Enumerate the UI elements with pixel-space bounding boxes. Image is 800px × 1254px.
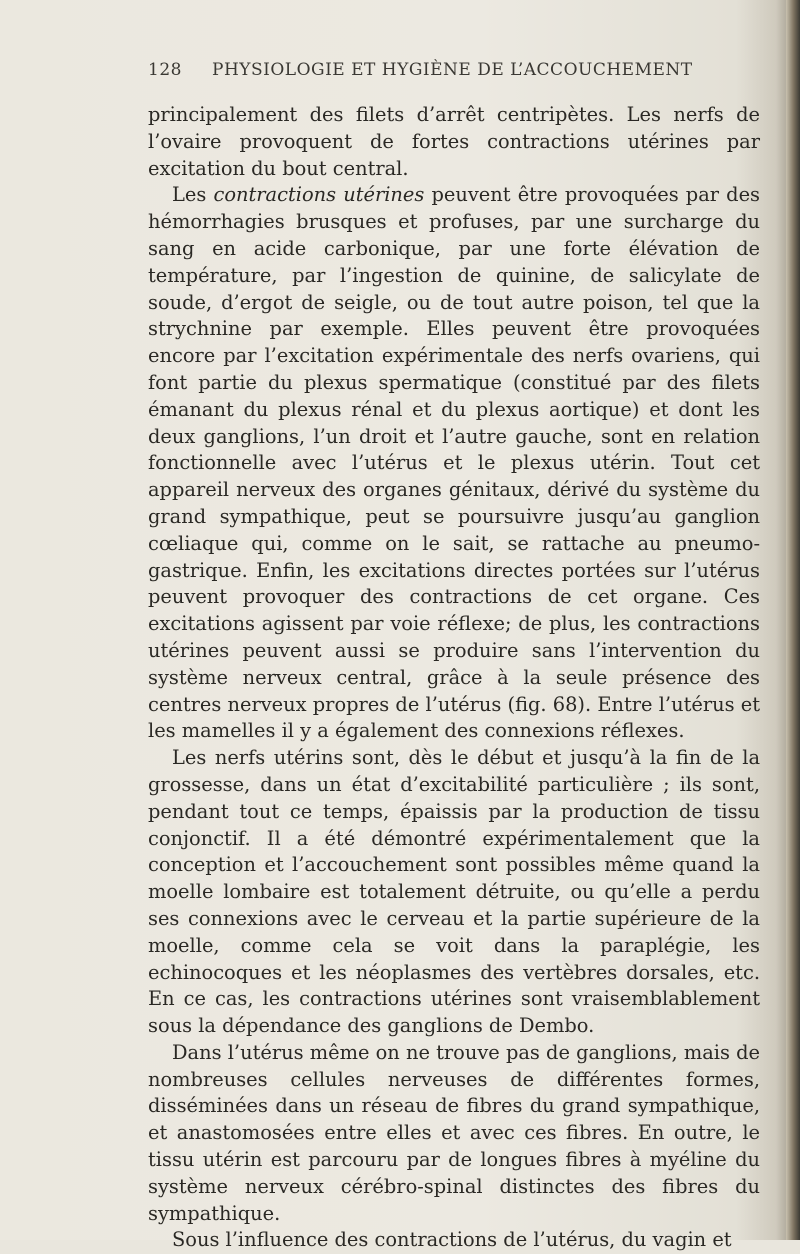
page-number: 128 xyxy=(148,60,182,80)
paragraph-nerve-cells: Dans l’utérus même on ne trouve pas de ganglions, mais de nombreuses cellules nerveuses de différentes formes, disséminées dans un réseau de fibres du grand sympathique, et anastomosées entre elles et avec ces fibres. En outre, le tissu utérin est parcouru par de longues fibres à myéline du système nerveux cérébro-spinal distinctes des fibres du sympathique. xyxy=(148,1040,760,1225)
running-title: PHYSIOLOGIE ET HYGIÈNE DE L’ACCOUCHEMENT xyxy=(212,60,693,80)
body-text xyxy=(148,102,760,1254)
paragraph-continuation: principalement des filets d’arrêt centripètes. Les nerfs de l’ovaire provoquent de fortes contractions utérines par excitation du bout central. xyxy=(148,103,760,180)
book-spine-edge xyxy=(786,0,800,1240)
paragraph-body: peuvent être provoquées par des hémorrhagies brusques et profuses, par une surcharge du sang en acide carbonique, par une forte élévation de température, par l’ingestion de quinine, de salicylate de soude, d’ergot de seigle, ou de tout autre poison, tel que la strychnine par exemple. Elles peuvent être provoquées encore par l’excitation expérimentale des nerfs ovariens, qui font partie du plexus spermatique (constitué par des filets émanant du plexus rénal et du plexus aortique) et dont les deux ganglions, l’un droit et l’autre gauche, sont en relation fonctionnelle avec l’utérus et le plexus utérin. Tout cet appareil nerveux des organes génitaux, dérivé du système du grand sympathique, peut se poursuivre jusqu’au ganglion cœliaque qui, comme on le sait, se rattache au pneumo-gastrique. Enfin, les excitations directes portées sur l’utérus peuvent provoquer des contractions de cet organe. Ces excitations agissent par voie réflexe; de plus, les contractions utérines peuvent aussi se produire sans l’intervention du système nerveux central, grâce à la seule présence des centres nerveux propres de l’utérus (fig. 68). Entre l’utérus et les mamelles il y a également des connexions réflexes. xyxy=(148,183,760,743)
emphasis-term: contractions utérines xyxy=(213,183,425,207)
paragraph-uterine-nerves: Les nerfs utérins sont, dès le début et jusqu’à la fin de la grossesse, dans un état d’excitabilité particulière ; ils sont, pendant tout ce temps, épaissis par la production de tissu conjonctif. Il a été démontré expérimentalement que la conception et l’accouchement sont possibles même quand la moelle lombaire est totalement détruite, ou qu’elle a perdu ses connexions avec le cerveau et la partie supérieure de la moelle, comme cela se voit dans la paraplégie, les echinocoques et les néoplasmes des vertèbres dorsales, etc. En ce cas, les contractions utérines sont vraisemblablement sous la dépendance des ganglions de Dembo. xyxy=(148,746,760,1038)
paragraph-lead: Les xyxy=(172,183,214,207)
running-header xyxy=(148,60,758,90)
paragraph-uterine-contractions xyxy=(148,182,760,745)
paragraph-last-line: Sous l’influence des contractions de l’utérus, du vagin et xyxy=(172,1228,732,1252)
